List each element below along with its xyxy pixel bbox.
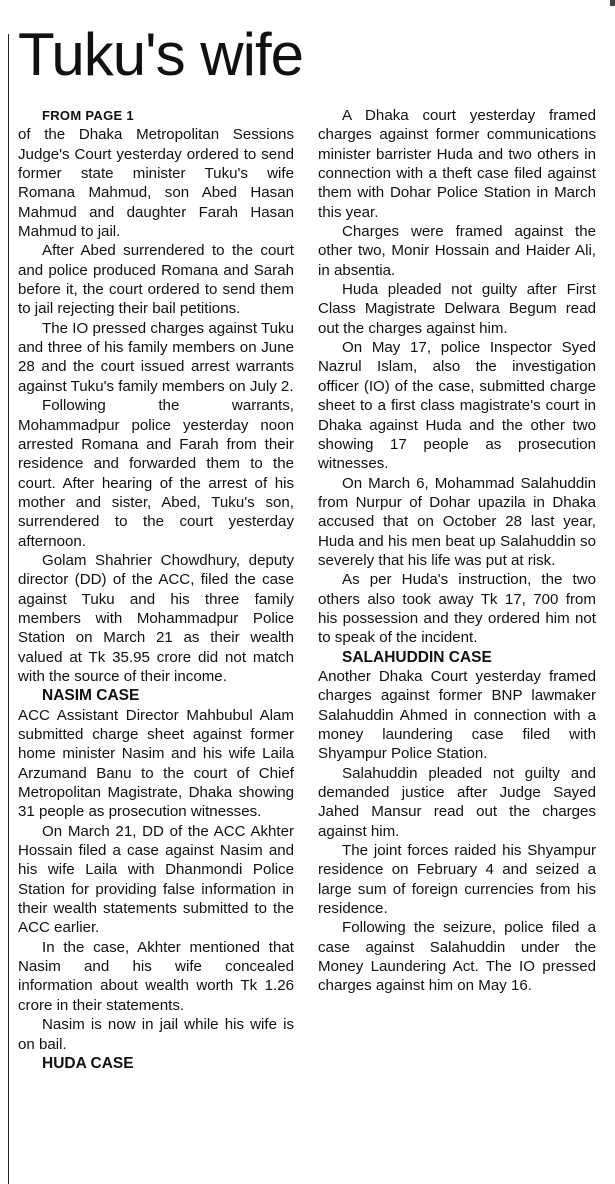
body-paragraph: On March 21, DD of the ACC Akhter Hossain filed a case against Nasim and his wife Laila with Dhanmondi Police Station for providing false information in their wealth statements submitted to the ACC earlier. [18,822,294,937]
body-paragraph: ACC Assistant Director Mahbubul Alam submitted charge sheet against former home minister Nasim and his wife Laila Arzumand Banu to the court of Chief Metropolitan Magistrate, Dhaka showing 31 people as prosecution witnesses. [18,706,294,821]
body-paragraph: Golam Shahrier Chowdhury, deputy director (DD) of the ACC, filed the case against Tuku and his three family members with Mohammadpur Police Station on March 21 as their wealth valued at Tk 35.95 crore did not match with the source of their income. [18,551,294,685]
body-paragraph: Huda pleaded not guilty after First Class Magistrate Delwara Begum read out the charges against him. [318,281,596,337]
rule-top-right [610,0,615,6]
body-paragraph: A Dhaka court yesterday framed charges against former communications minister barrister Huda and two others in connection with a theft case filed against them with Dohar Police Station in March this year. [318,107,596,221]
from-page-label: FROM PAGE 1 [42,108,134,123]
column-rule-left [8,34,9,1184]
body-paragraph: In the case, Akhter mentioned that Nasim and his wife concealed information about wealth worth Tk 1.26 crore in their statements. [18,938,294,1014]
body-paragraph: Another Dhaka Court yesterday framed charges against former BNP lawmaker Salahuddin Ahmed in connection with a money laundering case filed with Shyampur Police Station. [318,667,596,763]
body-paragraph: of the Dhaka Metropolitan Sessions Judge's Court yesterday ordered to send former state minister Tuku's wife Romana Mahmud, son Abed Hasan Mahmud and daughter Farah Hasan Mahmud to jail. [18,126,294,241]
body-paragraph: On May 17, police Inspector Syed Nazrul Islam, also the investigation officer (IO) of the case, submitted charge sheet to a first class magistrate's court in Dhaka against Huda and the other two showing 17 people as prosecution witnesses. [318,339,596,473]
body-paragraph: Salahuddin pleaded not guilty and demanded justice after Judge Sayed Jahed Mansur read out the charges against him. [318,764,596,840]
left-column [18,106,294,1073]
salahuddin-case-heading: SALAHUDDIN CASE [342,648,492,666]
body-paragraph: The joint forces raided his Shyampur residence on February 4 and seized a large sum of foreign currencies from his residence. [318,842,596,918]
body-paragraph: After Abed surrendered to the court and police produced Romana and Sarah before it, the court ordered to send them to jail rejecting their bail petitions. [18,242,294,318]
body-paragraph: As per Huda's instruction, the two others also took away Tk 17, 700 from his possession and they ordered him not to speak of the incident. [318,571,596,647]
headline: Tuku's wife [18,21,303,88]
body-paragraph: The IO pressed charges against Tuku and three of his family members on June 28 and the court issued arrest warrants against Tuku's family members on July 2. [18,319,294,395]
nasim-case-heading: NASIM CASE [42,687,140,705]
body-paragraph: Charges were framed against the other two, Monir Hossain and Haider Ali, in absentia. [318,223,596,279]
body-paragraph: Following the seizure, police filed a case against Salahuddin under the Money Laundering Act. The IO pressed charges against him on May 16. [318,919,596,995]
body-paragraph: Following the warrants, Mohammadpur police yesterday noon arrested Romana and Farah from their residence and forwarded them to the court. After hearing of the arrest of his mother and sister, Abed, Tuku's son, surrendered to the court yesterday afternoon. [18,397,294,550]
body-paragraph: On March 6, Mohammad Salahuddin from Nurpur of Dohar upazila in Dhaka accused that on October 28 last year, Huda and his men beat up Salahuddin so severely that his life was put at risk. [318,474,596,569]
body-paragraph: Nasim is now in jail while his wife is on bail. [18,1016,294,1053]
huda-case-heading: HUDA CASE [42,1054,134,1072]
right-column [318,106,596,996]
